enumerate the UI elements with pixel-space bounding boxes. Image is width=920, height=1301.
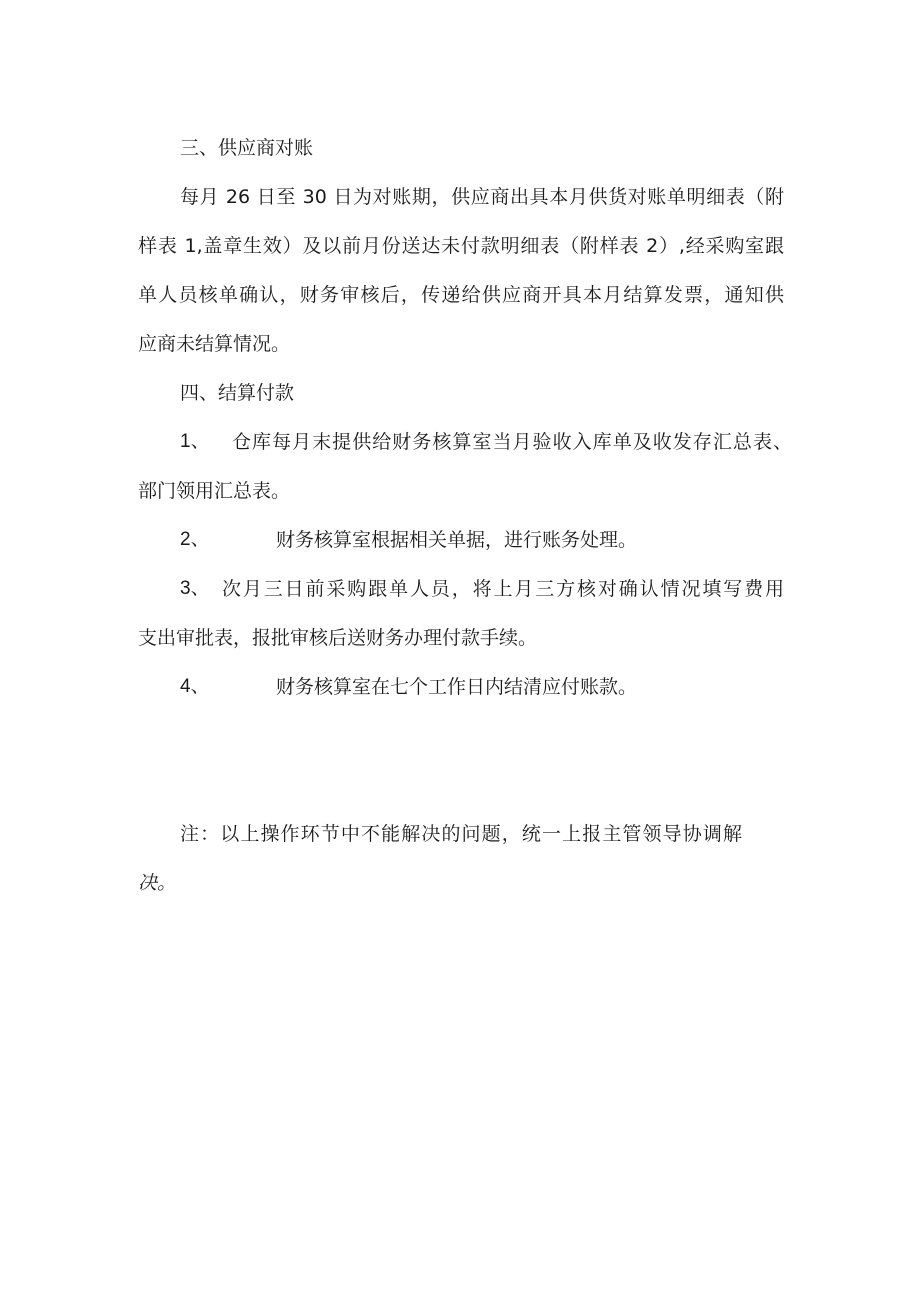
list-item-1-line-1: 仓库每月末提供给财务核算室当月验收入库单及收发存汇总表、 [232, 431, 792, 453]
section-heading-3: 三、供应商对账 [180, 137, 314, 159]
list-item-2-line-1: 财务核算室根据相关单据，进行账务处理。 [276, 529, 638, 551]
list-item-number: 3、 [180, 578, 210, 599]
section-3-para-line-2: 样表 1,盖章生效）及以前月份送达未付款明细表（附样表 2）,经采购室跟 [138, 235, 784, 257]
section-3-para-line-3: 单人员核单确认，财务审核后，传递给供应商开具本月结算发票，通知供 [138, 284, 784, 306]
list-item-3-line-2: 支出审批表，报批审核后送财务办理付款手续。 [138, 627, 538, 649]
note-line-2: 决。 [138, 872, 177, 894]
list-item-number: 4、 [180, 676, 210, 697]
list-item-1-line-2: 部门领用汇总表。 [138, 480, 291, 502]
section-heading-4: 四、结算付款 [180, 382, 295, 404]
list-item-4-line-1: 财务核算室在七个工作日内结清应付账款。 [276, 676, 638, 698]
list-item-number: 2、 [180, 529, 210, 550]
list-item-3-line-1: 次月三日前采购跟单人员，将上月三方核对确认情况填写费用 [222, 578, 784, 600]
section-3-para-line-1: 每月 26 日至 30 日为对账期，供应商出具本月供货对账单明细表（附 [180, 186, 784, 208]
section-3-para-line-4: 应商未结算情况。 [138, 333, 291, 355]
note-line-1: 注：以上操作环节中不能解决的问题，统一上报主管领导协调解 [180, 823, 742, 845]
list-item-number: 1、 [180, 431, 210, 452]
